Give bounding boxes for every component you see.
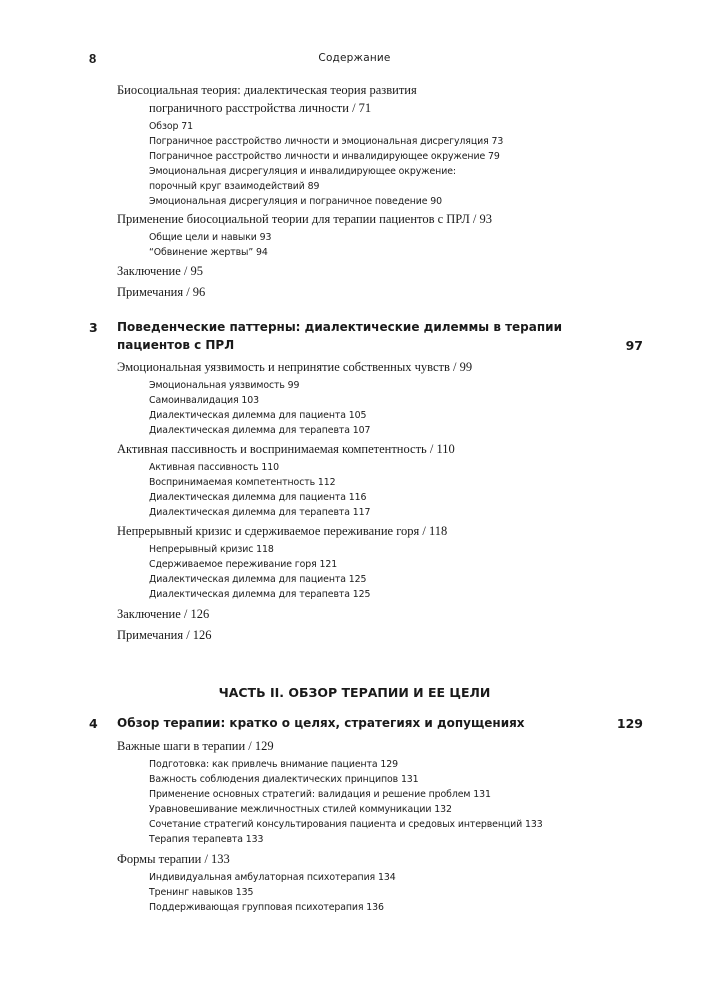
- toc-subsection: Эмоциональная уязвимость 99: [149, 380, 300, 391]
- chapter-number: 4: [89, 716, 98, 731]
- page-number: 8: [89, 51, 97, 66]
- toc-subsection: Воспринимаемая компетентность 112: [149, 477, 336, 488]
- toc-section: Применение биосоциальной теории для терапии пациентов с ПРЛ / 93: [117, 212, 493, 226]
- toc-section: Активная пассивность и воспринимаемая компетентность / 110: [117, 442, 455, 456]
- part-title: ЧАСТЬ II. ОБЗОР ТЕРАПИИ И ЕЕ ЦЕЛИ: [218, 685, 491, 700]
- running-title: Содержание: [318, 52, 391, 64]
- toc-subsection: Эмоциональная дисрегуляция и инвалидирующее окружение:: [149, 166, 456, 177]
- toc-subsection: Тренинг навыков 135: [149, 887, 254, 898]
- toc-subsection: Диалектическая дилемма для пациента 125: [149, 574, 367, 585]
- toc-subsection: Самоинвалидация 103: [149, 395, 259, 406]
- chapter-title: Поведенческие паттерны: диалектические дилеммы в терапии: [117, 320, 562, 334]
- toc-section: Заключение / 95: [117, 264, 203, 278]
- chapter-page: 97: [625, 338, 643, 353]
- chapter-title-continued: пациентов с ПРЛ: [117, 338, 235, 352]
- toc-subsection: Сочетание стратегий консультирования пациента и средовых интервенций 133: [149, 819, 543, 830]
- toc-subsection: Пограничное расстройство личности и эмоциональная дисрегуляция 73: [149, 136, 504, 147]
- toc-subsection: Диалектическая дилемма для терапевта 107: [149, 425, 371, 436]
- toc-subsection: Общие цели и навыки 93: [149, 232, 272, 243]
- toc-subsection: Диалектическая дилемма для пациента 116: [149, 492, 367, 503]
- toc-subsection: Применение основных стратегий: валидация и решение проблем 131: [149, 789, 491, 800]
- toc-subsection: Поддерживающая групповая психотерапия 136: [149, 902, 384, 913]
- toc-section: Биосоциальная теория: диалектическая теория развития: [117, 83, 417, 97]
- toc-section-continued: пограничного расстройства личности / 71: [149, 101, 372, 115]
- toc-section: Непрерывный кризис и сдерживаемое переживание горя / 118: [117, 524, 448, 538]
- toc-section: Примечания / 126: [117, 628, 212, 642]
- toc-section: Важные шаги в терапии / 129: [117, 739, 274, 753]
- toc-subsection: Индивидуальная амбулаторная психотерапия 134: [149, 872, 396, 883]
- toc-subsection: Сдерживаемое переживание горя 121: [149, 559, 338, 570]
- chapter-page: 129: [616, 716, 643, 731]
- toc-subsection: Терапия терапевта 133: [149, 834, 264, 845]
- toc-subsection: Диалектическая дилемма для терапевта 117: [149, 507, 371, 518]
- toc-subsection: Обзор 71: [149, 121, 193, 132]
- toc-subsection: порочный круг взаимодействий 89: [149, 181, 320, 192]
- toc-subsection: Непрерывный кризис 118: [149, 544, 274, 555]
- toc-subsection: Диалектическая дилемма для пациента 105: [149, 410, 367, 421]
- chapter-title: Обзор терапии: кратко о целях, стратегиях и допущениях: [117, 716, 525, 730]
- toc-subsection: Уравновешивание межличностных стилей коммуникации 132: [149, 804, 452, 815]
- toc-subsection: Подготовка: как привлечь внимание пациента 129: [149, 759, 399, 770]
- toc-section: Примечания / 96: [117, 285, 206, 299]
- toc-subsection: Активная пассивность 110: [149, 462, 279, 473]
- toc-subsection: Диалектическая дилемма для терапевта 125: [149, 589, 371, 600]
- toc-subsection: Пограничное расстройство личности и инвалидирующее окружение 79: [149, 151, 500, 162]
- toc-subsection: “Обвинение жертвы” 94: [149, 247, 268, 258]
- toc-subsection: Эмоциональная дисрегуляция и пограничное поведение 90: [149, 196, 443, 207]
- chapter-number: 3: [89, 320, 98, 335]
- toc-section: Формы терапии / 133: [117, 852, 230, 866]
- toc-section: Эмоциональная уязвимость и непринятие собственных чувств / 99: [117, 360, 473, 374]
- toc-subsection: Важность соблюдения диалектических принципов 131: [149, 774, 419, 785]
- toc-section: Заключение / 126: [117, 607, 210, 621]
